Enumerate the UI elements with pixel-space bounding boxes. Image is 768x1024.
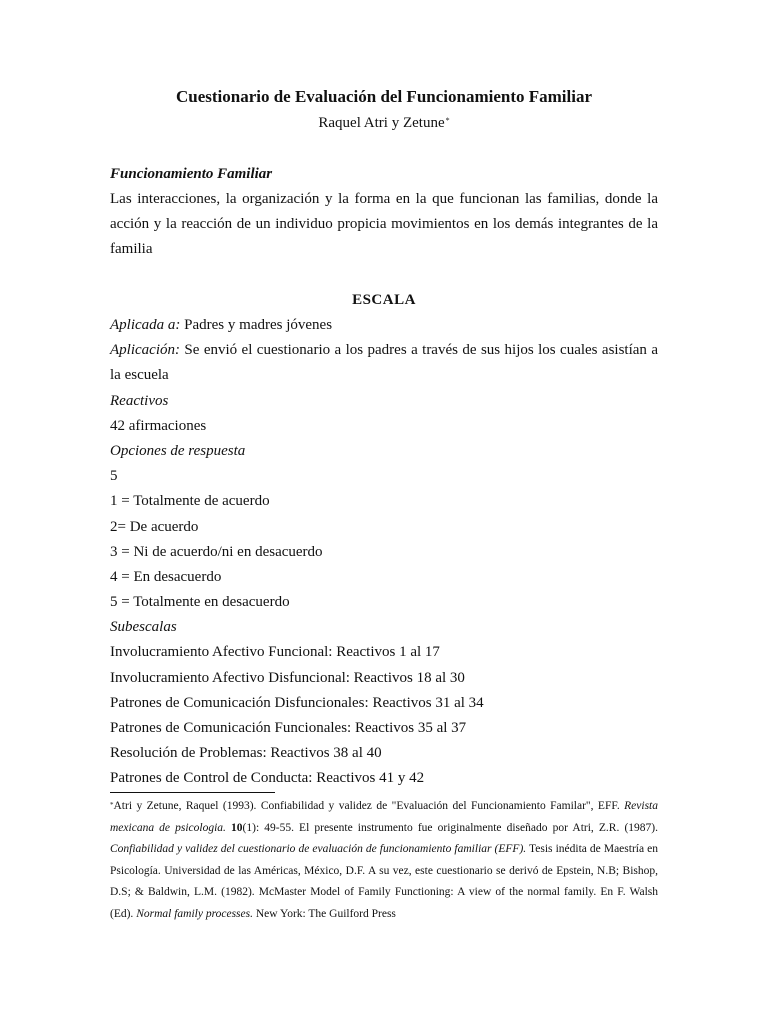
subscale-item: Patrones de Comunicación Funcionales: Reactivos 35 al 37 [110, 720, 467, 737]
subscale-item: Patrones de Control de Conducta: Reactivos 41 y 42 [110, 770, 425, 787]
footnote-citation-2: (1): 49-55. El presente instrumento fue originalmente diseñado por Atri, Z.R. (1987). [242, 821, 658, 834]
subscale-item: Resolución de Problemas: Reactivos 38 al 40 [110, 745, 382, 762]
application-label: Aplicación: [110, 342, 180, 359]
option-item: 2= De acuerdo [110, 518, 199, 535]
footnote-citation-3: Tesis inédita de Maestría en Psicología. Universidad de las Américas, México, D.F. A su vez, este cuestionario se derivó de Epstein, N.B; Bishop, D.S; & Baldwin, L.M. (1982). McMaster Model of Family Functioning: A view of the normal family. En F. Walsh (Ed). [110, 843, 659, 920]
author-line [0, 113, 768, 133]
intro-paragraph: Las interacciones, la organización y la forma en la que funcionan las familias, donde la acción y la reacción de un individuo propicia movimientos en los demás integrantes de la familia [110, 191, 658, 257]
options-count: 5 [110, 468, 118, 485]
items-value: 42 afirmaciones [110, 417, 207, 434]
applied-to-row [110, 313, 658, 338]
subscale-item: Patrones de Comunicación Disfuncionales: Reactivos 31 al 34 [110, 694, 484, 711]
option-item: 3 = Ni de acuerdo/ni en desacuerdo [110, 543, 323, 560]
scale-details [110, 313, 658, 792]
section-heading: Funcionamiento Familiar [110, 166, 273, 182]
footnote-citation-4: New York: The Guilford Press [253, 907, 396, 920]
application-row [110, 338, 658, 388]
items-label: Reactivos [110, 392, 169, 409]
applied-to-value: Padres y madres jóvenes [184, 317, 333, 333]
footnote [110, 796, 658, 925]
applied-to-label: Aplicada a: [110, 317, 181, 333]
application-value: Se envió el cuestionario a los padres a través de sus hijos los cuales asistían a la escuela [110, 342, 658, 384]
footnote-thesis-title: Confiabilidad y validez del cuestionario de evaluación de funcionamiento familiar (EFF). [110, 843, 527, 855]
subscale-item: Involucramiento Afectivo Disfuncional: Reactivos 18 al 30 [110, 669, 465, 686]
author-name: Raquel Atri y Zetune [318, 115, 445, 131]
document-title: Cuestionario de Evaluación del Funcionamiento Familiar [175, 87, 593, 106]
author-footnote-mark: * [445, 116, 450, 125]
footnote-citation-1: Atri y Zetune, Raquel (1993). Confiabilidad y validez de "Evaluación del Funcionamiento Familar", EFF. [113, 800, 625, 812]
footnote-volume: 10 [231, 821, 243, 834]
scale-heading: ESCALA [352, 292, 416, 308]
option-item: 1 = Totalmente de acuerdo [110, 493, 270, 510]
option-item: 4 = En desacuerdo [110, 568, 222, 585]
footnote-separator [110, 792, 275, 793]
subscale-item: Involucramiento Afectivo Funcional: Reactivos 1 al 17 [110, 644, 440, 661]
options-label: Opciones de respuesta [110, 442, 246, 459]
footnote-journal: Revista mexicana de psicologia. [110, 800, 658, 834]
footnote-mark: * [110, 801, 114, 809]
subscales-label: Subescalas [110, 619, 177, 636]
option-item: 5 = Totalmente en desacuerdo [110, 594, 290, 611]
footnote-book-title: Normal family processes. [136, 907, 253, 920]
